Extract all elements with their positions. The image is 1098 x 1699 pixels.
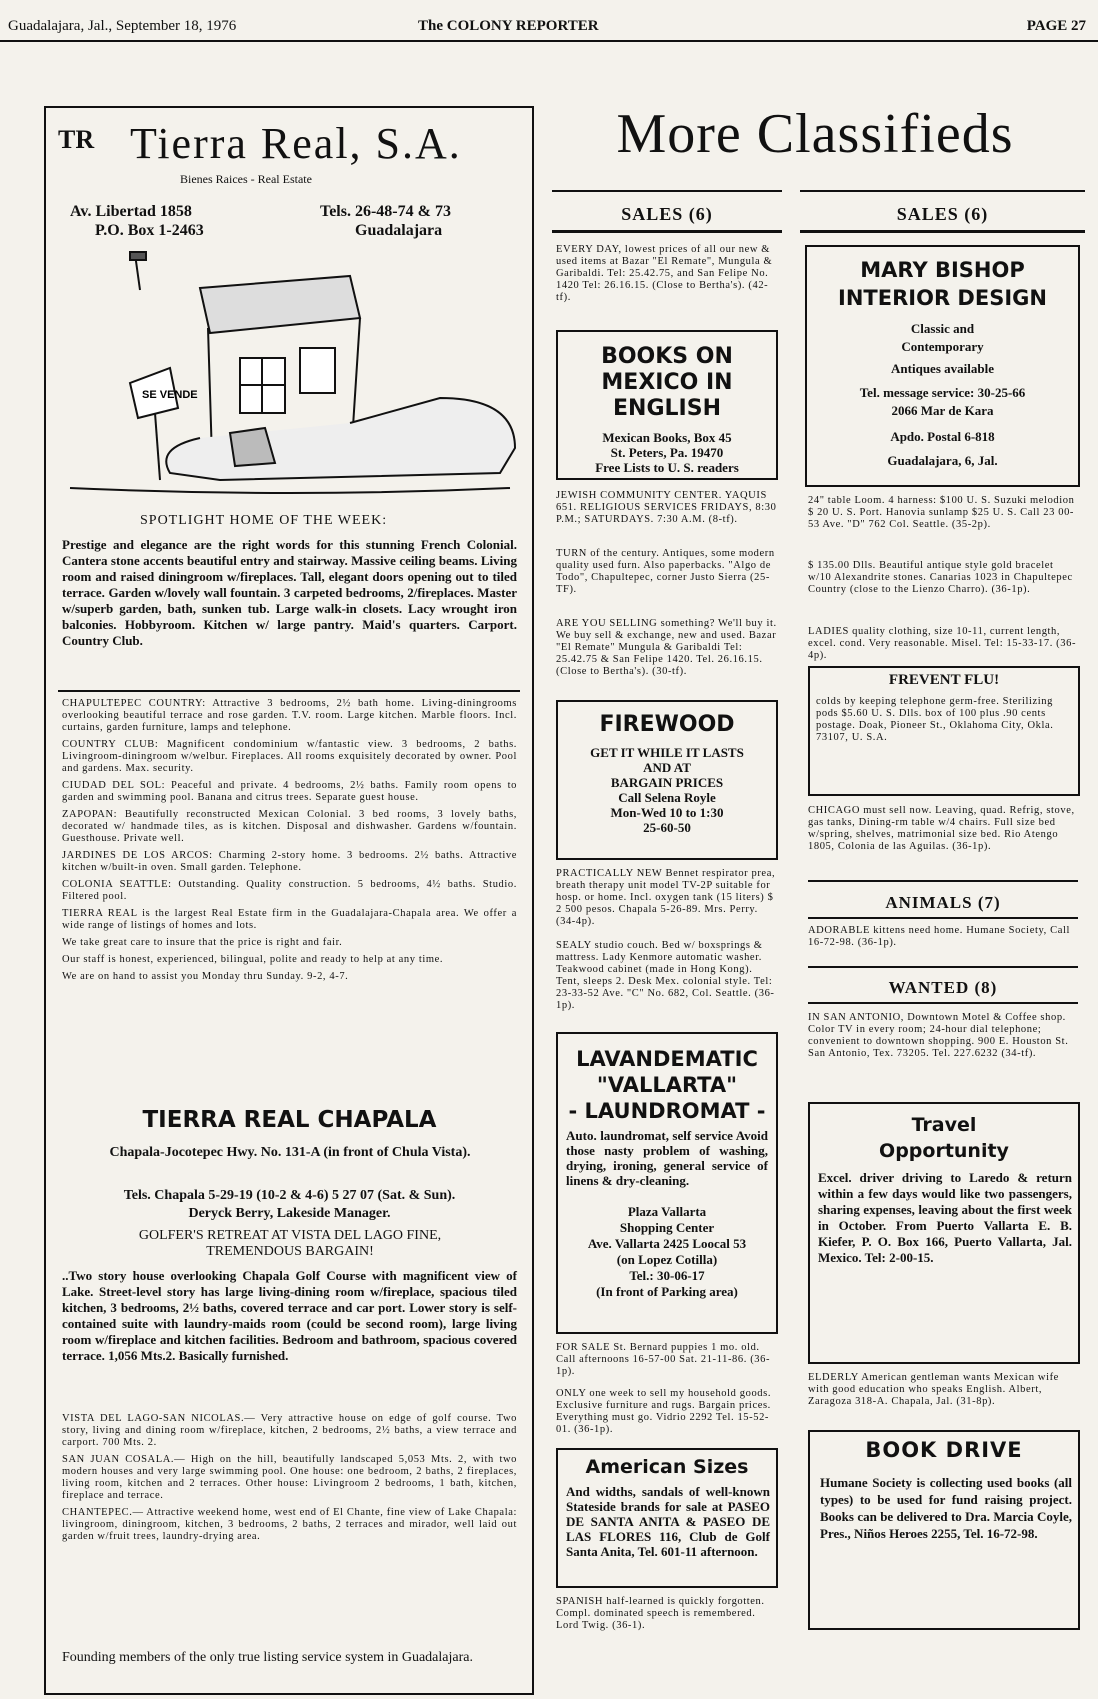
american-sizes-body: And widths, sandals of well-known Stateside brands for sale at PASEO DE SANTA ANITA & PASEO DE LAS FLORES 116, Club de Golf Santa Anita, Tel. 601-11 afternoon.	[566, 1484, 770, 1559]
tierra-listings	[62, 698, 517, 988]
books-line: Mexican Books, Box 45	[602, 430, 732, 445]
rule	[552, 190, 782, 192]
chapala-title: TIERRA REAL CHAPALA	[142, 1107, 437, 1133]
listing-paragraph: CHAPULTEPEC COUNTRY: Attractive 3 bedrooms, 2½ bath home. Living-diningrooms overlooking beautiful terrace and rose garden. T.V. room. Large kitchen. Marble floors. Incl. curtains, garden furniture, lamps and telephone.	[62, 698, 517, 733]
laundromat-line: Shopping Center	[619, 1220, 715, 1235]
american-sizes-title: American Sizes	[585, 1456, 749, 1478]
laundromat-line: Plaza Vallarta	[627, 1204, 707, 1219]
laundromat-line: Ave. Vallarta 2425 Loocal 53	[587, 1236, 747, 1251]
listing-paragraph: VISTA DEL LAGO-SAN NICOLAS.— Very attractive house on edge of golf course. Two story, living and dining room w/fireplace, kitchen, 2 bedrooms, 2½ baths, a view terrace and carport. 700 Mts. 2.	[62, 1413, 517, 1448]
books-line: St. Peters, Pa. 19470	[610, 445, 724, 460]
for-sale-sign: SE VENDE	[142, 389, 198, 401]
laundromat-title	[558, 1046, 776, 1124]
books-details	[558, 430, 776, 475]
golfer-title: GOLFER'S RETREAT AT VISTA DEL LAGO FINE, TREMENDOUS BARGAIN!	[138, 1228, 442, 1259]
listing-paragraph: Our staff is honest, experienced, bilingual, polite and ready to help at any time.	[62, 954, 444, 965]
laundromat-line: (on Lopez Cotilla)	[616, 1252, 718, 1267]
animals-heading: ANIMALS (7)	[885, 893, 1001, 912]
mary-title-line: MARY BISHOP	[860, 258, 1025, 282]
firewood-line: 25-60-50	[643, 820, 691, 835]
rule	[808, 966, 1078, 968]
listing-paragraph: SAN JUAN COSALA.— High on the hill, beautifully landscaped 5,053 Mts. 2, with two modern houses and very large swimming pool. One house: one bedroom, 2 baths, 2 fireplaces, living room, kitchen and 2 terraces. Other house: Livingroom 2 bedrooms, 1 bath, kitchen, fireplace and terrace.	[62, 1454, 517, 1501]
divider	[58, 690, 520, 692]
mary-line: Guadalajara, 6, Jal.	[887, 453, 998, 468]
travel-title	[810, 1112, 1078, 1164]
ad-spanish: SPANISH half-learned is quickly forgotten. Compl. dominated speech is remembered. Lord Twig. (36-1).	[556, 1596, 765, 1631]
ad-elderly: ELDERLY American gentleman wants Mexican wife with good education who speaks English. Albert, Zaragoza 318-A. Chapala, Jal. (31-8p).	[808, 1372, 1059, 1407]
tierra-tels: Tels. 26-48-74 & 73	[320, 203, 451, 220]
mary-line: Contemporary	[901, 339, 984, 354]
spotlight-body: Prestige and elegance are the right words for this stunning French Colonial. Cantera stone accents beautiful entry and stairway. Massive ceiling beams. Living room and raised diningroom w/fireplaces. Tall, elegant doors opening out to tiled terrace. Garden w/lovely wall fountain. 3 carpeted bedrooms, 2/fireplaces. Master w/superb garden, bath, sunken tub. Large walk-in closets. Lacy wrought iron balconies. Hobbyroom. Kitchen w/ large pantry. Maid's quarters. Carport. Country Club.	[62, 537, 517, 648]
flu-title: FREVENT FLU!	[888, 672, 1000, 688]
mary-bishop-title	[807, 256, 1078, 312]
ad-san-antonio: IN SAN ANTONIO, Downtown Motel & Coffee shop. Color TV in every room; 24-hour dial telephone; convenient to downtown shopping. 900 E. Houston St. San Antonio, Tex. 73205. Tel. 227.6232 (34-tf).	[808, 1012, 1069, 1059]
flu-body: colds by keeping telephone germ-free. Sterilizing pods $5.60 U. S. Dlls. box of 100 plus .90 cents postage. Doak, Pioneer St., Oklahoma City, Okla. 73107, U. S.A.	[816, 696, 1054, 743]
listing-paragraph: COLONIA SEATTLE: Outstanding. Quality construction. 5 bedrooms, 4½ baths. Studio. Filtered pool.	[62, 879, 517, 902]
ad-bracelet: $ 135.00 Dlls. Beautiful antique style gold bracelet w/10 Alexandrite stones. Canarias 1023 in Chapultepec Country (close to the Lienzo Charro). (36-1p).	[808, 560, 1073, 595]
tierra-address-1: Av. Libertad 1858	[70, 203, 192, 220]
laundromat-title-line: - LAUNDROMAT -	[568, 1099, 766, 1123]
tierra-address-2: P.O. Box 1-2463	[95, 222, 204, 239]
rule	[808, 917, 1078, 919]
chapala-listings	[62, 1413, 517, 1548]
tierra-subtitle: Bienes Raices - Real Estate	[180, 172, 312, 186]
book-drive-body: Humane Society is collecting used books (all types) to be used for fund raising project. Books can be delivered to Dra. Marcia Coyle, Pres., Niños Heroes 2255, Tel. 16-72-98.	[820, 1475, 1072, 1541]
laundromat-line: (In front of Parking area)	[596, 1284, 738, 1299]
shoe-house-illustration	[60, 248, 520, 506]
rule	[552, 230, 782, 233]
travel-title-line: Travel	[911, 1114, 977, 1136]
ad-sealy-couch: SEALY studio couch. Bed w/ boxsprings & mattress. Lady Kenmore automatic washer. Teakwood cabinet (made in Hong Kong). Tent, sleeps 2. Desk Mex. colonial style. Tel: 23-33-52 Ave. "C" No. 682, Col. Seattle. (36-1p).	[556, 940, 775, 1011]
listing-paragraph: CIUDAD DEL SOL: Peaceful and private. 4 bedrooms, 2½ baths. Family room opens to garden and swimming pool. Banana and citrus trees. Separate guest house.	[62, 780, 517, 803]
firewood-line: BARGAIN PRICES	[610, 775, 724, 790]
sales-heading-col3: SALES (6)	[896, 204, 989, 224]
header-rule	[0, 40, 1098, 42]
book-drive-title: BOOK DRIVE	[865, 1438, 1023, 1462]
mary-line: 2066 Mar de Kara	[891, 403, 994, 418]
golfer-body: ..Two story house overlooking Chapala Golf Course with magnificent view of Lake. Street-level story has large living-dining room w/fireplace, spacious tiled kitchen, 3 bedrooms, 2½ baths, covered terrace and car port. Lower story is self-contained suite with laundry-maids room (could be second room), large living room w/fireplace and kitchen facilities. Bedroom and bathroom, spacious covered terrace. 1,056 Mts.2. Basically furnished.	[62, 1268, 517, 1363]
tierra-city: Guadalajara	[355, 222, 443, 239]
sales-heading-col2: SALES (6)	[621, 204, 713, 224]
listing-paragraph: TIERRA REAL is the largest Real Estate firm in the Guadalajara-Chapala area. We offer a wide range of listings of homes and lots.	[62, 908, 517, 931]
laundromat-title-line: "VALLARTA"	[596, 1073, 738, 1097]
tierra-footer: Founding members of the only true listing service system in Guadalajara.	[62, 1650, 473, 1665]
ad-kittens: ADORABLE kittens need home. Humane Society, Call 16-72-98. (36-1p).	[808, 925, 1070, 948]
tierra-logo-title: Tierra Real, S.A.	[130, 119, 462, 168]
mary-bishop-details	[807, 320, 1078, 470]
header-paper-name: The COLONY REPORTER	[418, 18, 599, 34]
listing-paragraph: COUNTRY CLUB: Magnificent condominium w/fantastic view. 3 bedrooms, 2 baths. Livingroom-diningroom w/welbur. Fireplaces. All rooms exquisitely decorated by owner. Pool and gardens. Max. security.	[62, 739, 517, 774]
travel-title-line: Opportunity	[879, 1140, 1009, 1162]
listing-paragraph: JARDINES DE LOS ARCOS: Charming 2-story home. 3 bedrooms. 2½ baths. Attractive kitchen w/built-in oven. Small garden. Telephone.	[62, 850, 517, 873]
mary-line: Tel. message service: 30-25-66	[859, 385, 1026, 400]
header-page-number: PAGE 27	[1026, 18, 1086, 34]
firewood-line: GET IT WHILE IT LASTS	[590, 745, 744, 760]
ad-turn-of-century: TURN of the century. Antiques, some modern quality used furn. Also paperbacks. "Algo de Todo", Chapultepec, corner Justo Sierra (25-TF).	[556, 548, 775, 595]
firewood-line: Call Selena Royle	[618, 790, 716, 805]
listing-paragraph: We are on hand to assist you Monday thru Sunday. 9-2, 4-7.	[62, 971, 349, 982]
chapala-manager: Deryck Berry, Lakeside Manager.	[188, 1206, 391, 1221]
laundromat-body: Auto. laundromat, self service Avoid those nasty problem of washing, drying, ironing, general service of linens & dry-cleaning.	[566, 1128, 768, 1188]
classifieds-title: More Classifieds	[616, 103, 1014, 165]
ad-are-you-selling: ARE YOU SELLING something? We'll buy it. We buy sell & exchange, new and used. Bazar "El Remate" Mungula & Garibaldi Tel: 25.42.75 & San Felipe 1420. Tel. 26.16.15. (Close to Bertha's). (30-tf).	[556, 618, 777, 677]
rule	[808, 1002, 1078, 1004]
firewood-details	[558, 745, 776, 835]
listing-paragraph: CHANTEPEC.— Attractive weekend home, west end of El Chante, fine view of Lake Chapala: livingroom, diningroom, kitchen, 3 bedrooms, 2 baths, 2 terraces and mirador, well laid out garden w/fruit trees, laundry-drying area.	[62, 1507, 517, 1542]
rule	[800, 190, 1085, 192]
ad-ladies-clothing: LADIES quality clothing, size 10-11, current length, excel. cond. Very reasonable. Misel. Tel: 15-33-17. (36-4p).	[808, 626, 1077, 661]
ad-st-bernard: FOR SALE St. Bernard puppies 1 mo. old. Call afternoons 16-57-00 Sat. 21-11-86. (36-1p).	[556, 1342, 771, 1377]
ad-chicago: CHICAGO must sell now. Leaving, quad. Refrig, stove, gas tanks, Dining-rm table w/4 chairs. Full size bed w/spring, shelves, matrimonial size bed. Rio Atengo 1805, Colonia de las Aguilas. (36-1p).	[808, 805, 1075, 852]
chapala-address: Chapala-Jocotepec Hwy. No. 131-A (in front of Chula Vista).	[109, 1145, 471, 1160]
mary-line: Antiques available	[891, 361, 994, 376]
spotlight-heading: SPOTLIGHT HOME OF THE WEEK:	[140, 513, 388, 528]
books-line: Free Lists to U. S. readers	[595, 460, 739, 475]
chapala-tels: Tels. Chapala 5-29-19 (10-2 & 4-6) 5 27 07 (Sat. & Sun).	[123, 1188, 456, 1203]
rule	[808, 880, 1078, 882]
laundromat-title-line: LAVANDEMATIC	[576, 1047, 758, 1071]
tierra-logo-mark: TR	[58, 125, 95, 154]
laundromat-place	[558, 1204, 776, 1300]
books-title: BOOKS ON MEXICO IN ENGLISH	[601, 344, 733, 421]
firewood-line: AND AT	[643, 760, 691, 775]
ad-respirator: PRACTICALLY NEW Bennet respirator prea, breath therapy unit model TV-2P suitable for hosp. or home. Incl. oxygen tank (15 liters) $ 2 500 pesos. Chapala 5-26-89. Mrs. Perry. (34-4p).	[556, 868, 776, 927]
header-dateline: Guadalajara, Jal., September 18, 1976	[8, 18, 237, 34]
ad-jewish-center: JEWISH COMMUNITY CENTER. YAQUIS 651. RELIGIOUS SERVICES FRIDAYS, 8:30 P.M.; SATURDAYS. 7:30 A.M. (8-tf).	[556, 490, 777, 525]
mary-line: Apdo. Postal 6-818	[890, 429, 995, 444]
rule	[800, 230, 1085, 233]
listing-paragraph: We take great care to insure that the price is right and fair.	[62, 937, 343, 948]
firewood-line: Mon-Wed 10 to 1:30	[610, 805, 724, 820]
wanted-heading: WANTED (8)	[888, 978, 998, 997]
mary-line: Classic and	[910, 321, 975, 336]
page-header	[0, 0, 1098, 40]
ad-one-week: ONLY one week to sell my household goods. Exclusive furniture and rugs. Bargain prices. Everything must go. Vidrio 2292 Tel. 15-52-01. (36-1p).	[556, 1388, 772, 1435]
listing-paragraph: ZAPOPAN: Beautifully reconstructed Mexican Colonial. 3 bed rooms, 3 lovely baths, decorated w/ handmade tiles, as is kitchen. Disposal and dishwasher. Gardens w/fountain. Guesthouse. Private well.	[62, 809, 517, 844]
laundromat-line: Tel.: 30-06-17	[629, 1268, 705, 1283]
mary-title-line: INTERIOR DESIGN	[838, 286, 1047, 310]
firewood-title: FIREWOOD	[599, 712, 735, 737]
ad-table-loom: 24" table Loom. 4 harness: $100 U. S. Suzuki melodion $ 20 U. S. Port. Hanovia sunlamp $25 U. S. Call 23 00-53 Ave. "D" 762 Col. Seattle. (35-2p).	[808, 495, 1075, 530]
ad-every-day: EVERY DAY, lowest prices of all our new & used items at Bazar "El Remate", Mungula & Garibaldi. Tel: 25.42.75, and San Felipe No. 1420 Tel: 26.16.15. (Close to Bertha's). (42-tf).	[556, 244, 773, 303]
travel-body: Excel. driver driving to Laredo & return within a few days would like two passengers, sharing expenses, leaving about the first week in October. From Puerto Vallarta E. B. Kiefer, P. O. Box 166, Puerto Vallarta, Jal. Mexico. Tel: 2-00-15.	[818, 1170, 1072, 1265]
